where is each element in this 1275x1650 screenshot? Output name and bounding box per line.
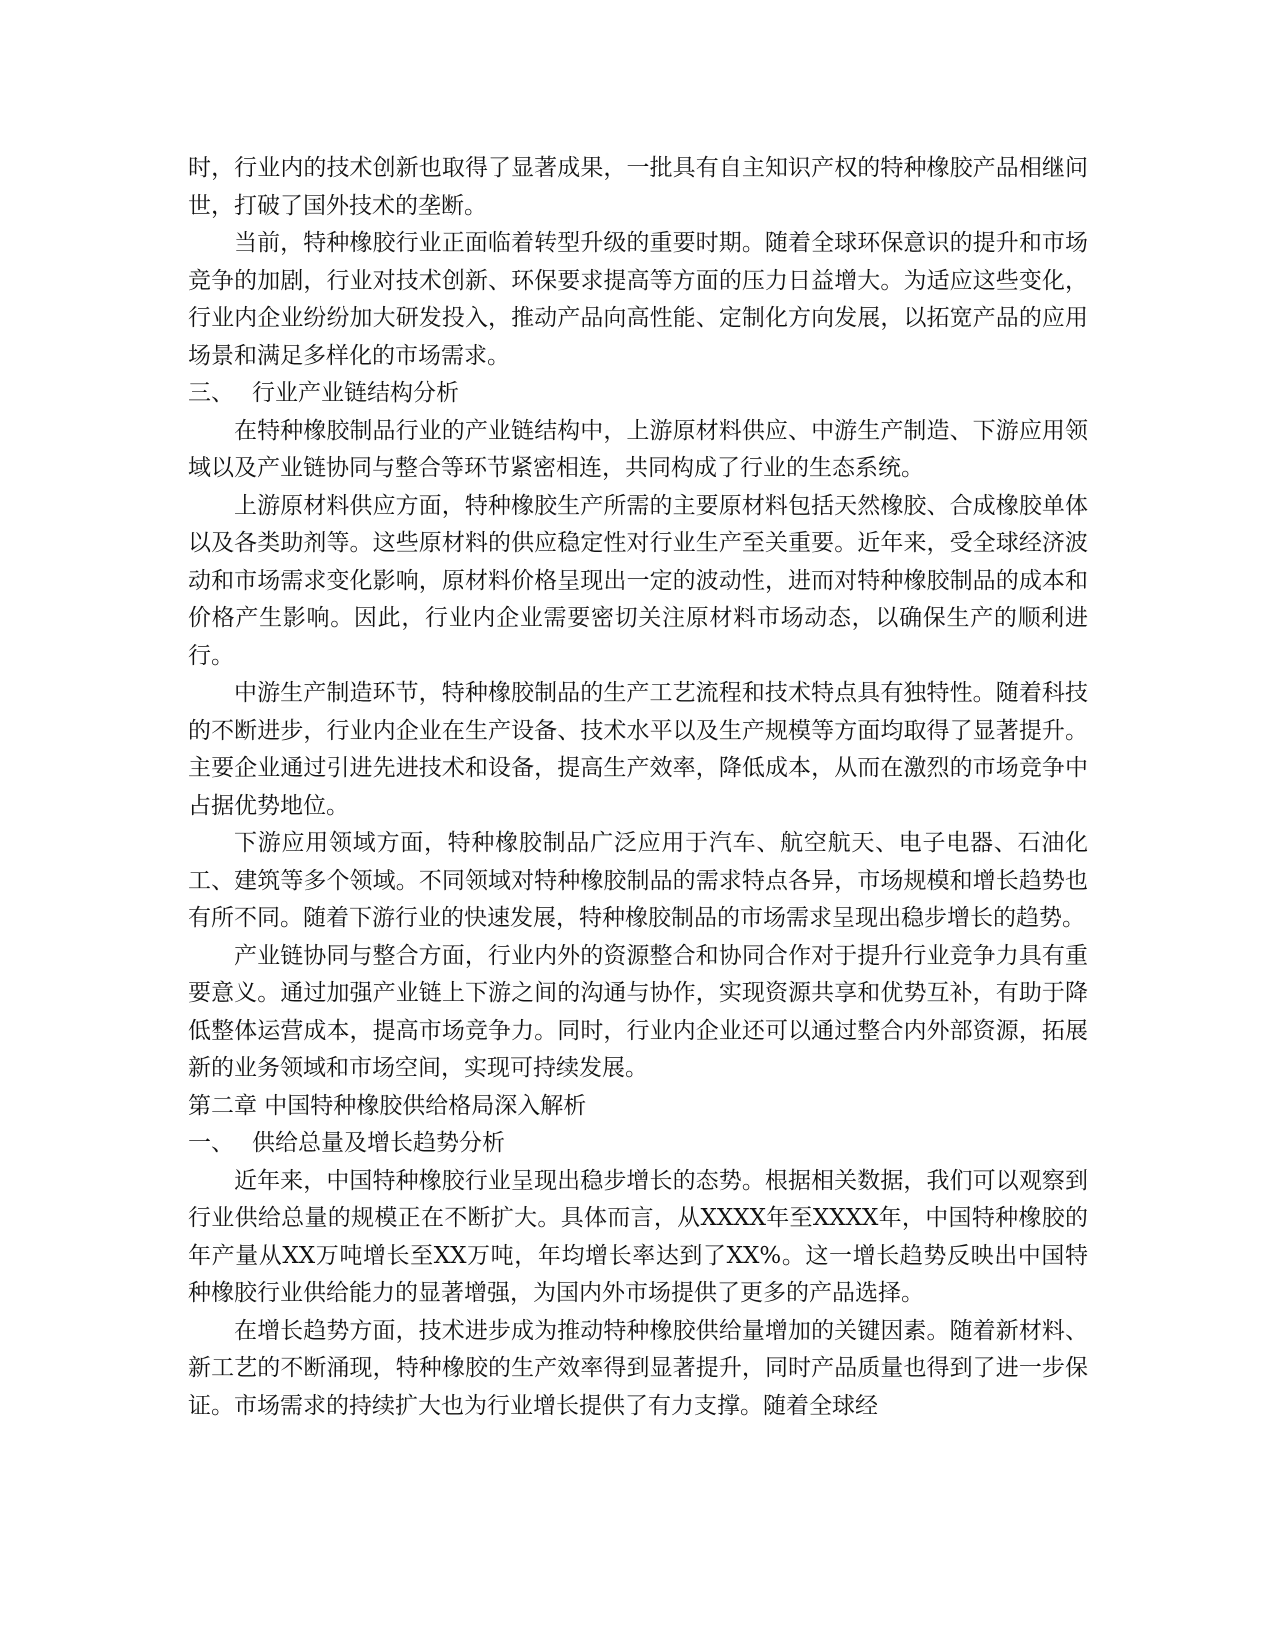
section-title: 行业产业链结构分析 — [252, 380, 459, 406]
section-number: 三、 — [188, 380, 234, 406]
paragraph-midstream-manufacturing: 中游生产制造环节，特种橡胶制品的生产工艺流程和技术特点具有独特性。随着科技的不断进步，行业内企业在生产设备、技术水平以及生产规模等方面均取得了显著提升。主要企业通过引进先进技术和设备，提高生产效率，降低成本，从而在激烈的市场竞争中占据优势地位。 — [188, 680, 1088, 819]
paragraph-supply-growth: 近年来，中国特种橡胶行业呈现出稳步增长的态势。根据相关数据，我们可以观察到行业供给总量的规模正在不断扩大。具体而言，从XXXX年至XXXX年，中国特种橡胶的年产量从XX万吨增长至XX万吨，年均增长率达到了XX%。这一增长趋势反映出中国特种橡胶行业供给能力的显著增强，为国内外市场提供了更多的产品选择。 — [188, 1167, 1088, 1306]
paragraph-chain-overview: 在特种橡胶制品行业的产业链结构中，上游原材料供应、中游生产制造、下游应用领域以及产业链协同与整合等环节紧密相连，共同构成了行业的生态系统。 — [188, 417, 1088, 481]
chapter-heading: 第二章 中国特种橡胶供给格局深入解析 — [188, 1092, 587, 1119]
section-heading-industry-chain — [188, 375, 1088, 413]
section-heading-supply-total — [188, 1125, 1088, 1163]
paragraph-upstream-supply: 上游原材料供应方面，特种橡胶生产所需的主要原材料包括天然橡胶、合成橡胶单体以及各类助剂等。这些原材料的供应稳定性对行业生产至关重要。近年来，受全球经济波动和市场需求变化影响，原材料价格呈现出一定的波动性，进而对特种橡胶制品的成本和价格产生影响。因此，行业内企业需要密切关注原材料市场动态，以确保生产的顺利进行。 — [188, 492, 1088, 669]
paragraph-industry-transformation: 当前，特种橡胶行业正面临着转型升级的重要时期。随着全球环保意识的提升和市场竞争的加剧，行业对技术创新、环保要求提高等方面的压力日益增大。为适应这些变化，行业内企业纷纷加大研发投入，推动产品向高性能、定制化方向发展，以拓宽产品的应用场景和满足多样化的市场需求。 — [188, 230, 1088, 369]
paragraph-growth-trend: 在增长趋势方面，技术进步成为推动特种橡胶供给量增加的关键因素。随着新材料、新工艺的不断涌现，特种橡胶的生产效率得到显著提升，同时产品质量也得到了进一步保证。市场需求的持续扩大也为行业增长提供了有力支撑。随着全球经 — [188, 1317, 1088, 1419]
section-number: 一、 — [188, 1130, 234, 1156]
paragraph-continued: 时，行业内的技术创新也取得了显著成果，一批具有自主知识产权的特种橡胶产品相继问世，打破了国外技术的垄断。 — [188, 155, 1088, 219]
paragraph-downstream-applications: 下游应用领域方面，特种橡胶制品广泛应用于汽车、航空航天、电子电器、石油化工、建筑等多个领域。不同领域对特种橡胶制品的需求特点各异，市场规模和增长趋势也有所不同。随着下游行业的快速发展，特种橡胶制品的市场需求呈现出稳步增长的趋势。 — [188, 830, 1088, 931]
paragraph-chain-integration: 产业链协同与整合方面，行业内外的资源整合和协同合作对于提升行业竞争力具有重要意义。通过加强产业链上下游之间的沟通与协作，实现资源共享和优势互补，有助于降低整体运营成本，提高市场竞争力。同时，行业内企业还可以通过整合内外部资源，拓展新的业务领域和市场空间，实现可持续发展。 — [188, 942, 1088, 1081]
document-page — [188, 150, 1088, 1425]
section-title: 供给总量及增长趋势分析 — [252, 1130, 505, 1156]
